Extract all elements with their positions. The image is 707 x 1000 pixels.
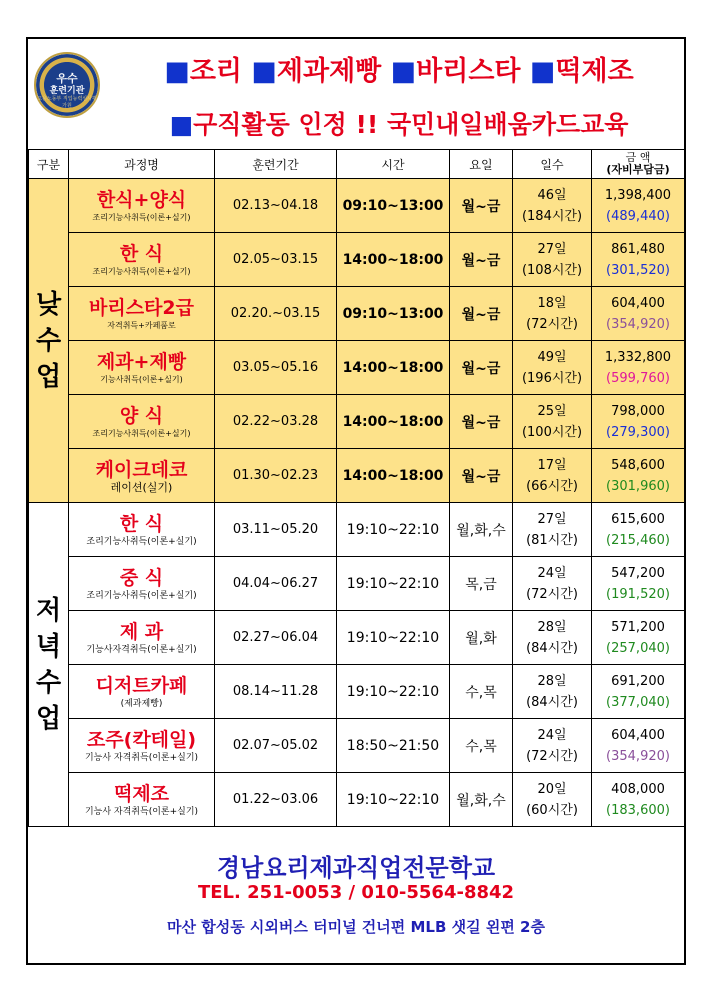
weekdays: 수,목 [450, 665, 513, 719]
weekdays: 월~금 [450, 287, 513, 341]
amount-cell [592, 719, 685, 773]
hour-count: (72시간) [526, 316, 578, 332]
course-cell [69, 719, 215, 773]
self-pay-amount: (489,440) [606, 208, 670, 224]
course-name: 중 식 [119, 566, 164, 589]
section-char: 업 [35, 361, 62, 392]
self-pay-amount: (301,520) [606, 262, 670, 278]
hour-count: (184시간) [521, 208, 583, 224]
table-row [29, 611, 685, 665]
class-time: 19:10~22:10 [337, 773, 450, 827]
table-row [29, 395, 685, 449]
course-note: 레이션(실기) [110, 480, 173, 494]
day-count: 27일 [537, 241, 567, 257]
class-time: 14:00~18:00 [337, 395, 450, 449]
course-name: 한 식 [119, 512, 164, 535]
header [28, 39, 684, 149]
training-period: 02.20.~03.15 [215, 287, 337, 341]
hour-count: (72시간) [526, 586, 578, 602]
badge-line3: 고용노동부 직업능력심사평가원 [37, 96, 97, 109]
headline-courses: ■조리 ■제과제빵 ■바리스타 ■떡제조 [164, 56, 634, 87]
header-time: 시간 [337, 150, 450, 179]
school-name: 경남요리제과직업전문학교 [216, 854, 496, 882]
section-char: 수 [35, 325, 62, 356]
section-char: 업 [35, 703, 62, 734]
tuition-amount: 1,332,800 [604, 349, 672, 365]
hour-count: (72시간) [526, 748, 578, 764]
days-cell [513, 557, 592, 611]
days-cell [513, 611, 592, 665]
amount-cell [592, 773, 685, 827]
training-period: 08.14~11.28 [215, 665, 337, 719]
training-period: 02.22~03.28 [215, 395, 337, 449]
day-count: 27일 [537, 511, 567, 527]
course-name: 한식+양식 [96, 188, 187, 211]
self-pay-amount: (183,600) [606, 802, 670, 818]
amount-cell [592, 287, 685, 341]
weekdays: 월~금 [450, 179, 513, 233]
training-period: 01.22~03.06 [215, 773, 337, 827]
days-cell [513, 773, 592, 827]
weekdays: 월,화 [450, 611, 513, 665]
course-note: 조리기능사취득(이론+실기) [92, 212, 191, 222]
days-cell [513, 449, 592, 503]
weekdays: 수,목 [450, 719, 513, 773]
day-count: 46일 [537, 187, 567, 203]
course-cell [69, 611, 215, 665]
table-row [29, 719, 685, 773]
amount-cell [592, 665, 685, 719]
weekdays: 목,금 [450, 557, 513, 611]
amount-cell [592, 449, 685, 503]
day-section-label [29, 179, 69, 503]
self-pay-amount: (279,300) [606, 424, 670, 440]
phone-number: TEL. 251-0053 / 010-5564-8842 [197, 882, 515, 903]
days-cell [513, 719, 592, 773]
tuition-amount: 571,200 [611, 619, 665, 635]
course-name: 양 식 [119, 404, 164, 427]
training-period: 04.04~06.27 [215, 557, 337, 611]
flyer-frame [26, 37, 686, 965]
self-pay-amount: (599,760) [606, 370, 670, 386]
hour-count: (66시간) [526, 478, 578, 494]
table-row [29, 179, 685, 233]
course-cell [69, 395, 215, 449]
days-cell [513, 341, 592, 395]
course-cell [69, 449, 215, 503]
course-name: 케이크데코 [95, 458, 188, 481]
class-time: 14:00~18:00 [337, 233, 450, 287]
table-row [29, 341, 685, 395]
day-count: 28일 [537, 673, 567, 689]
amount-cell [592, 341, 685, 395]
course-name: 떡제조 [113, 782, 170, 805]
day-count: 49일 [537, 349, 567, 365]
class-time: 19:10~22:10 [337, 611, 450, 665]
training-period: 01.30~02.23 [215, 449, 337, 503]
hour-count: (81시간) [526, 532, 578, 548]
days-cell [513, 179, 592, 233]
section-char: 저 [35, 595, 62, 626]
days-cell [513, 503, 592, 557]
class-time: 18:50~21:50 [337, 719, 450, 773]
days-cell [513, 395, 592, 449]
hour-count: (100시간) [521, 424, 583, 440]
table-row [29, 503, 685, 557]
footer [28, 834, 684, 963]
training-period: 02.27~06.04 [215, 611, 337, 665]
weekdays: 월,화,수 [450, 773, 513, 827]
course-note: 조리기능사취득(이론+실기) [86, 536, 197, 547]
course-note: (제과제빵) [120, 698, 163, 709]
self-pay-amount: (354,920) [606, 748, 670, 764]
hour-count: (84시간) [526, 640, 578, 656]
self-pay-amount: (257,040) [606, 640, 670, 656]
self-pay-amount: (191,520) [606, 586, 670, 602]
amount-cell [592, 557, 685, 611]
class-time: 14:00~18:00 [337, 449, 450, 503]
course-note: 조리기능사취득(이론+실기) [86, 590, 197, 601]
weekdays: 월~금 [450, 449, 513, 503]
days-cell [513, 233, 592, 287]
header-course: 과정명 [69, 150, 215, 179]
tuition-amount: 604,400 [611, 727, 665, 743]
section-char: 녁 [35, 631, 62, 662]
amount-cell [592, 179, 685, 233]
course-note: 자격취득+카페품로 [107, 320, 176, 330]
course-note: 기능사자격취득(이론+실기) [86, 644, 197, 655]
table-row [29, 773, 685, 827]
tuition-amount: 547,200 [611, 565, 665, 581]
self-pay-amount: (301,960) [606, 478, 670, 494]
self-pay-amount: (215,460) [606, 532, 670, 548]
section-char: 낮 [35, 289, 62, 320]
tuition-amount: 615,600 [611, 511, 665, 527]
amount-cell [592, 611, 685, 665]
course-note: 기능사 자격취득(이론+실기) [84, 806, 199, 817]
weekdays: 월~금 [450, 341, 513, 395]
days-cell [513, 665, 592, 719]
tuition-amount: 604,400 [611, 295, 665, 311]
table-row [29, 449, 685, 503]
weekdays: 월,화,수 [450, 503, 513, 557]
course-name: 한 식 [119, 242, 164, 265]
headline-card: ■구직활동 인정 !! 국민내일배움카드교육 [169, 110, 629, 139]
training-period: 03.11~05.20 [215, 503, 337, 557]
header-amount: 금 액 (자비부담금) [592, 150, 685, 179]
self-pay-amount: (377,040) [606, 694, 670, 710]
day-count: 24일 [537, 727, 567, 743]
amount-cell [592, 395, 685, 449]
tuition-amount: 408,000 [611, 781, 665, 797]
award-badge-icon [34, 52, 100, 118]
hour-count: (60시간) [526, 802, 578, 818]
class-time: 09:10~13:00 [337, 179, 450, 233]
weekdays: 월~금 [450, 395, 513, 449]
amount-cell [592, 233, 685, 287]
class-time: 19:10~22:10 [337, 503, 450, 557]
course-note: 조리기능사취득(이론+실기) [92, 428, 191, 438]
days-cell [513, 287, 592, 341]
header-days: 일수 [513, 150, 592, 179]
class-time: 09:10~13:00 [337, 287, 450, 341]
course-name: 바리스타2급 [89, 296, 194, 319]
course-name: 디저트카페 [95, 674, 188, 697]
course-note: 기능사취득(이론+실기) [100, 374, 183, 384]
table-row [29, 233, 685, 287]
course-cell [69, 341, 215, 395]
training-period: 02.13~04.18 [215, 179, 337, 233]
self-pay-amount: (354,920) [606, 316, 670, 332]
course-name: 제 과 [119, 620, 164, 643]
tuition-amount: 1,398,400 [604, 187, 672, 203]
course-name: 조주(칵테일) [86, 728, 197, 751]
class-time: 19:10~22:10 [337, 665, 450, 719]
course-name: 제과+제빵 [96, 350, 187, 373]
day-count: 20일 [537, 781, 567, 797]
weekdays: 월~금 [450, 233, 513, 287]
course-cell [69, 233, 215, 287]
table-row [29, 287, 685, 341]
day-count: 17일 [537, 457, 567, 473]
eve-section-label [29, 503, 69, 827]
course-note: 조리기능사취득(이론+실기) [92, 266, 191, 276]
course-cell [69, 503, 215, 557]
hour-count: (84시간) [526, 694, 578, 710]
class-time: 19:10~22:10 [337, 557, 450, 611]
header-dow: 요일 [450, 150, 513, 179]
course-cell [69, 665, 215, 719]
badge-line1: 우수 [56, 72, 78, 85]
amount-cell [592, 503, 685, 557]
header-period: 훈련기간 [215, 150, 337, 179]
section-char: 수 [35, 667, 62, 698]
tuition-amount: 798,000 [611, 403, 665, 419]
course-table [28, 149, 685, 827]
badge-line2: 훈련기관 [49, 86, 85, 96]
hour-count: (108시간) [521, 262, 583, 278]
day-count: 24일 [537, 565, 567, 581]
hour-count: (196시간) [521, 370, 583, 386]
course-cell [69, 179, 215, 233]
day-count: 18일 [537, 295, 567, 311]
address: 마산 합성동 시외버스 터미널 건너편 MLB 샛길 왼편 2층 [167, 918, 545, 936]
course-cell [69, 287, 215, 341]
course-cell [69, 557, 215, 611]
tuition-amount: 548,600 [611, 457, 665, 473]
table-row [29, 665, 685, 719]
training-period: 02.05~03.15 [215, 233, 337, 287]
tuition-amount: 691,200 [611, 673, 665, 689]
training-period: 03.05~05.16 [215, 341, 337, 395]
day-count: 28일 [537, 619, 567, 635]
course-cell [69, 773, 215, 827]
table-row [29, 557, 685, 611]
day-count: 25일 [537, 403, 567, 419]
course-note: 기능사 자격취득(이론+실기) [84, 752, 199, 763]
header-section: 구분 [29, 150, 69, 179]
tuition-amount: 861,480 [611, 241, 665, 257]
training-period: 02.07~05.02 [215, 719, 337, 773]
class-time: 14:00~18:00 [337, 341, 450, 395]
